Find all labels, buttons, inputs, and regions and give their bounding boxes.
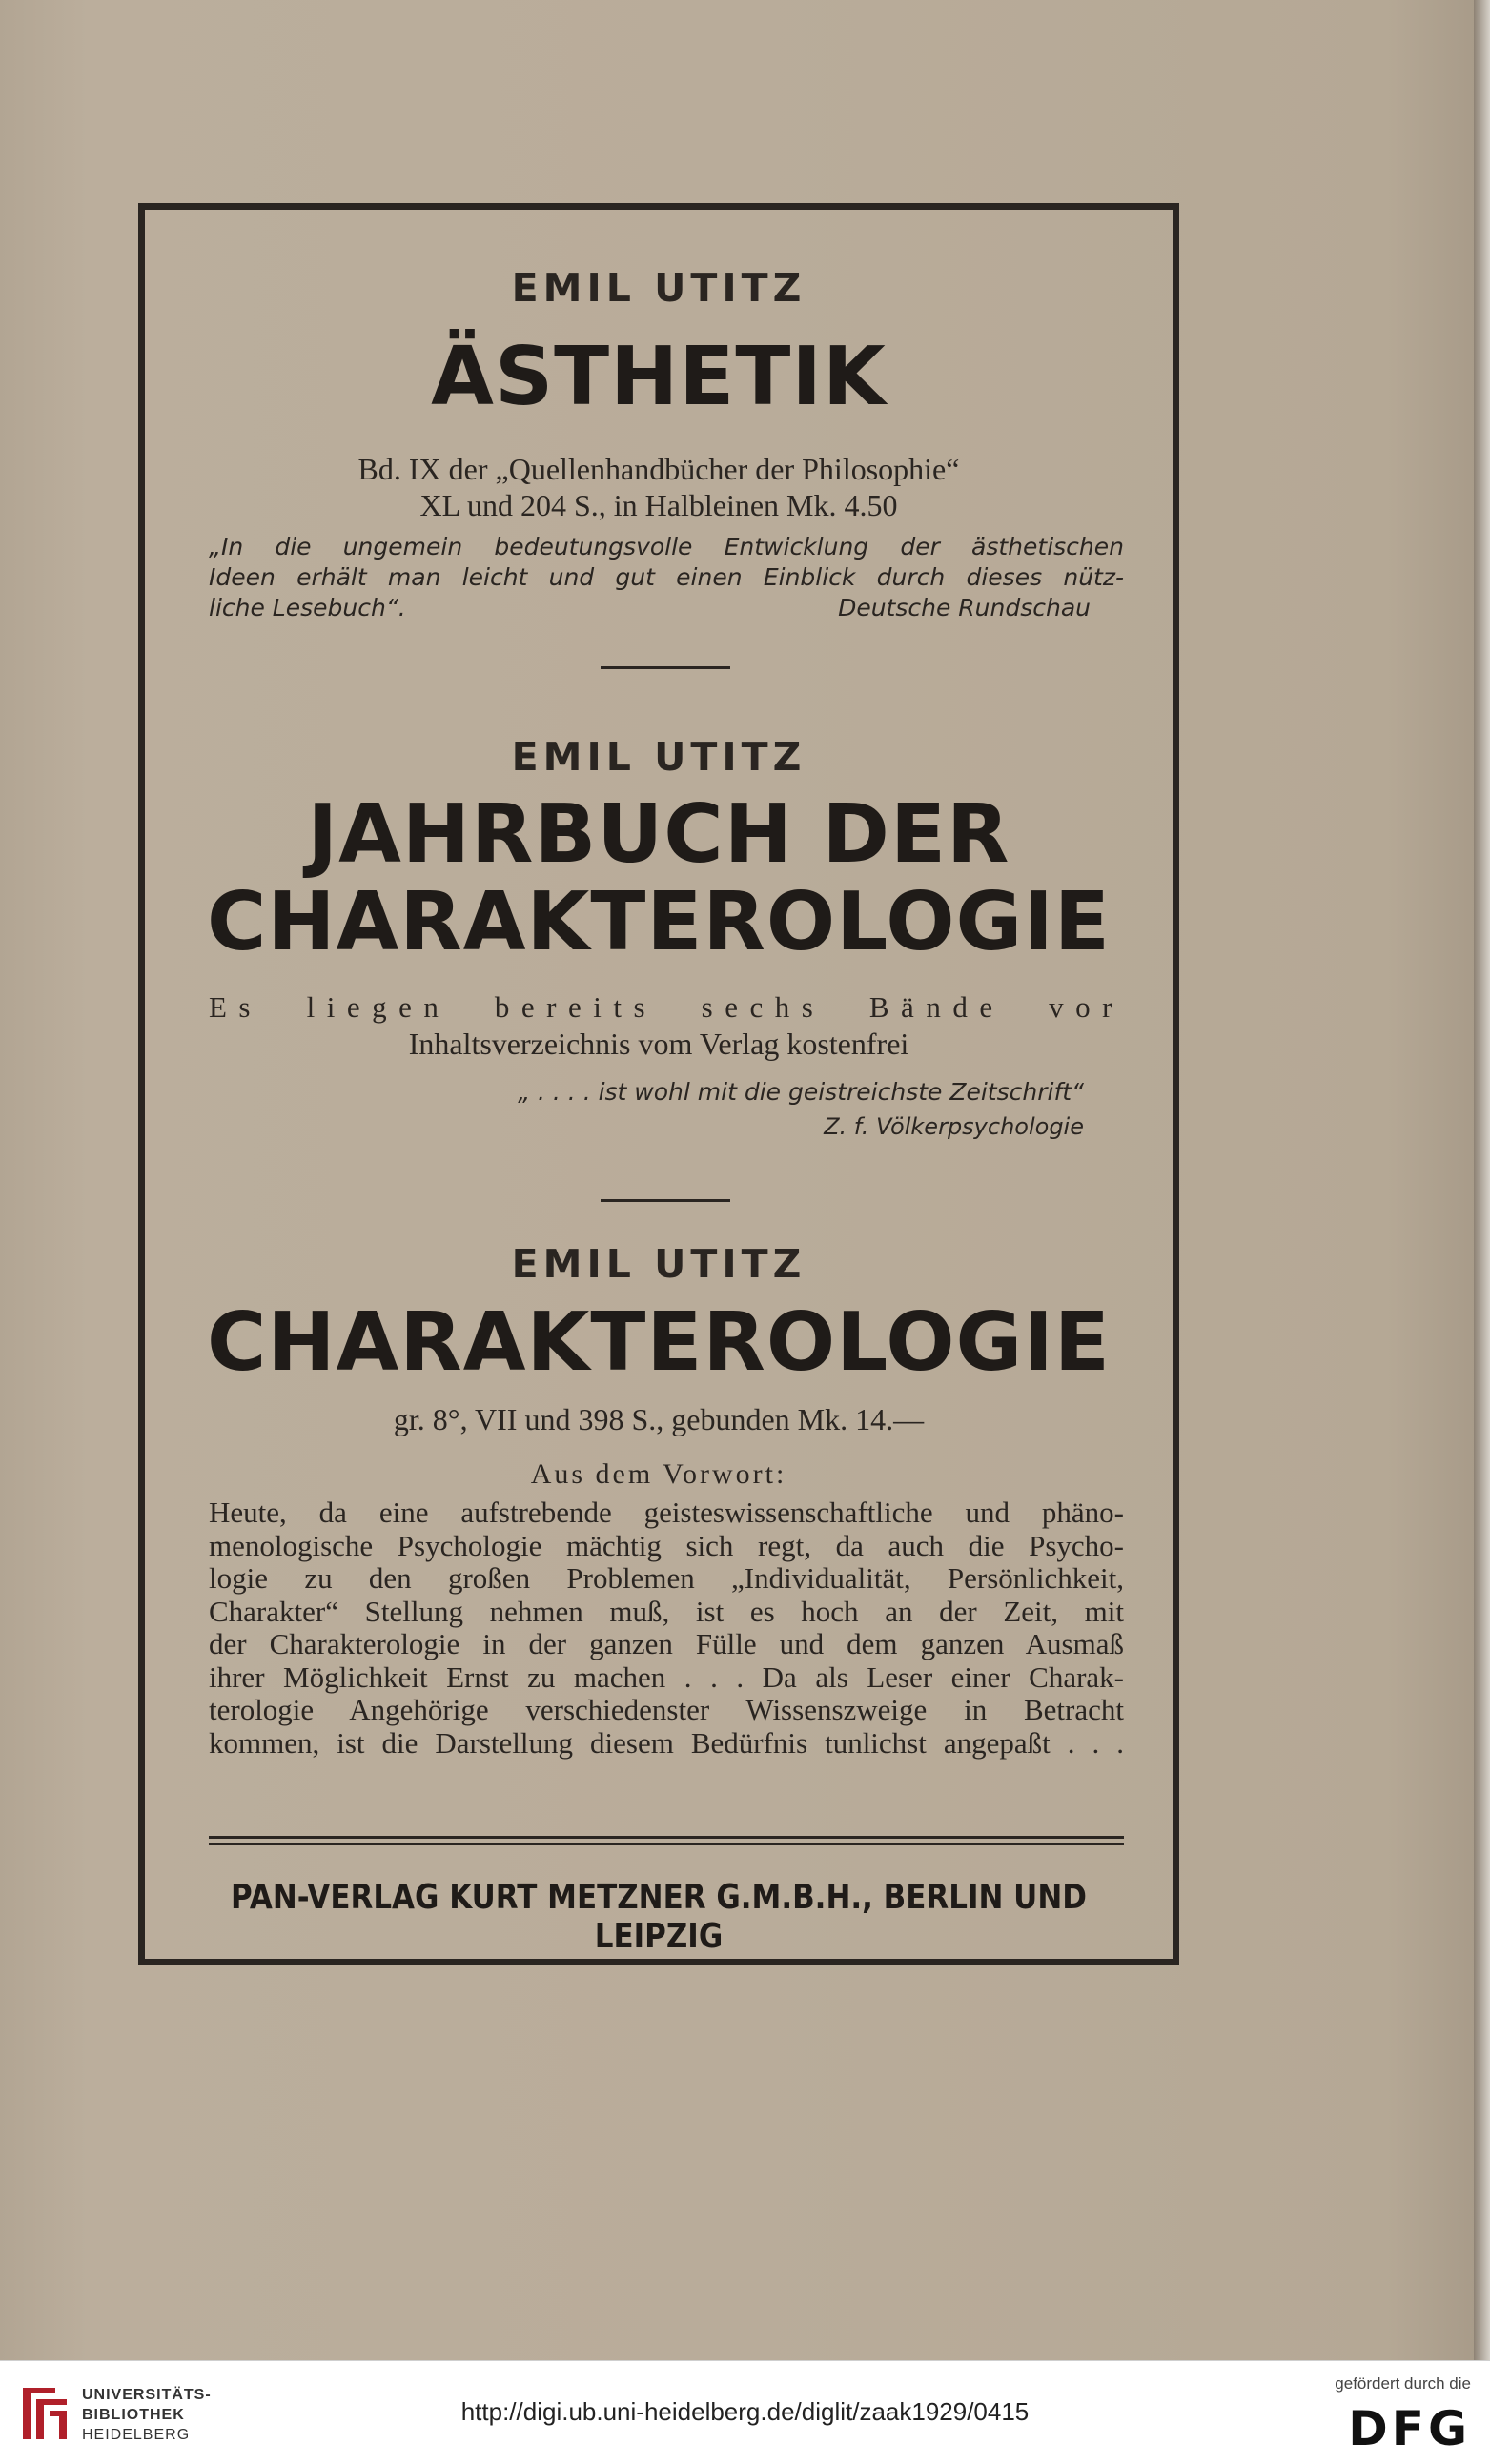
review-quote [209,532,1124,623]
digitization-footer [0,2360,1490,2464]
section-divider [601,666,730,669]
preface-line: kommen, ist die Darstellung diesem Bedürfnis tunlichst angepaßt . . . [209,1725,1124,1760]
dfg-logo: DFG [1348,2401,1471,2456]
book-title-aesthetik: ÄSTHETIK [431,330,887,424]
preface-line: Heute, da eine aufstrebende geisteswissenschaftliche und phäno- [209,1496,1124,1529]
book-title-charakterologie: CHARAKTEROLOGIE [206,1295,1111,1390]
volumes-text: Es liegen bereits sechs Bände vor [209,990,1124,1024]
quote-line: liche Lesebuch“. [209,594,406,621]
advertisement-frame [138,203,1179,1965]
preface-line: Charakter“ Stellung nehmen muß, ist es hoch an der Zeit, mit [209,1594,1124,1628]
page-edge [1474,0,1490,2360]
quote-source: Z. f. Völkerpsychologie [824,1113,1084,1140]
series-line: Bd. IX der „Quellenhandbücher der Philosophie“ [357,452,960,486]
publisher-imprint: PAN-VERLAG KURT METZNER G.M.B.H., BERLIN UND LEIPZIG [231,1878,1087,1956]
funding-note: gefördert durch die [1335,2374,1471,2393]
double-rule-bottom [209,1843,1124,1845]
library-name-line: BIBLIOTHEK [82,2407,185,2423]
preface-line: logie zu den großen Problemen „Individualität, Persönlichkeit, [209,1561,1124,1595]
author-name: EMIL UTITZ [511,734,806,780]
double-rule-top [209,1836,1124,1839]
section-divider [601,1199,730,1202]
permalink-url[interactable]: http://digi.ub.uni-heidelberg.de/diglit/zaak1929/0415 [460,2397,1030,2426]
preface-line: ihrer Möglichkeit Ernst zu machen . . . Da als Leser einer Charak- [209,1660,1124,1694]
volumes-note [209,991,1124,1025]
preface-line: menologische Psychologie mächtig sich regt, da auch die Psycho- [209,1528,1124,1562]
author-name: EMIL UTITZ [511,265,806,311]
quote-line: „In die ungemein bedeutungsvolle Entwicklung der ästhetischen [209,533,1124,560]
book-details: XL und 204 S., in Halbleinen Mk. 4.50 [419,488,898,522]
yearbook-review-quote: „ . . . . ist wohl mit die geistreichste Zeitschrift“ [518,1078,1084,1106]
yearbook-title-line1: JAHRBUCH DER [307,787,1010,882]
preface-text [209,1497,1124,1760]
quote-source: Deutsche Rundschau [838,594,1091,621]
preface-line: terologie Angehörige verschiedenster Wissenszweige in Betracht [209,1693,1124,1726]
quote-line: Ideen erhält man leicht und gut einen Einblick durch dieses nütz- [209,563,1124,591]
library-name-line: UNIVERSITÄTS- [82,2387,212,2403]
author-name: EMIL UTITZ [511,1241,806,1287]
preface-line: der Charakterologie in der ganzen Fülle und dem ganzen Ausmaß [209,1627,1124,1660]
yearbook-title-line2: CHARAKTEROLOGIE [206,875,1111,969]
contents-note: Inhaltsverzeichnis vom Verlag kostenfrei [408,1027,909,1061]
preface-heading: Aus dem Vorwort: [530,1458,787,1490]
library-name-line: HEIDELBERG [82,2427,191,2443]
book-details: gr. 8°, VII und 398 S., gebunden Mk. 14.— [393,1402,925,1436]
